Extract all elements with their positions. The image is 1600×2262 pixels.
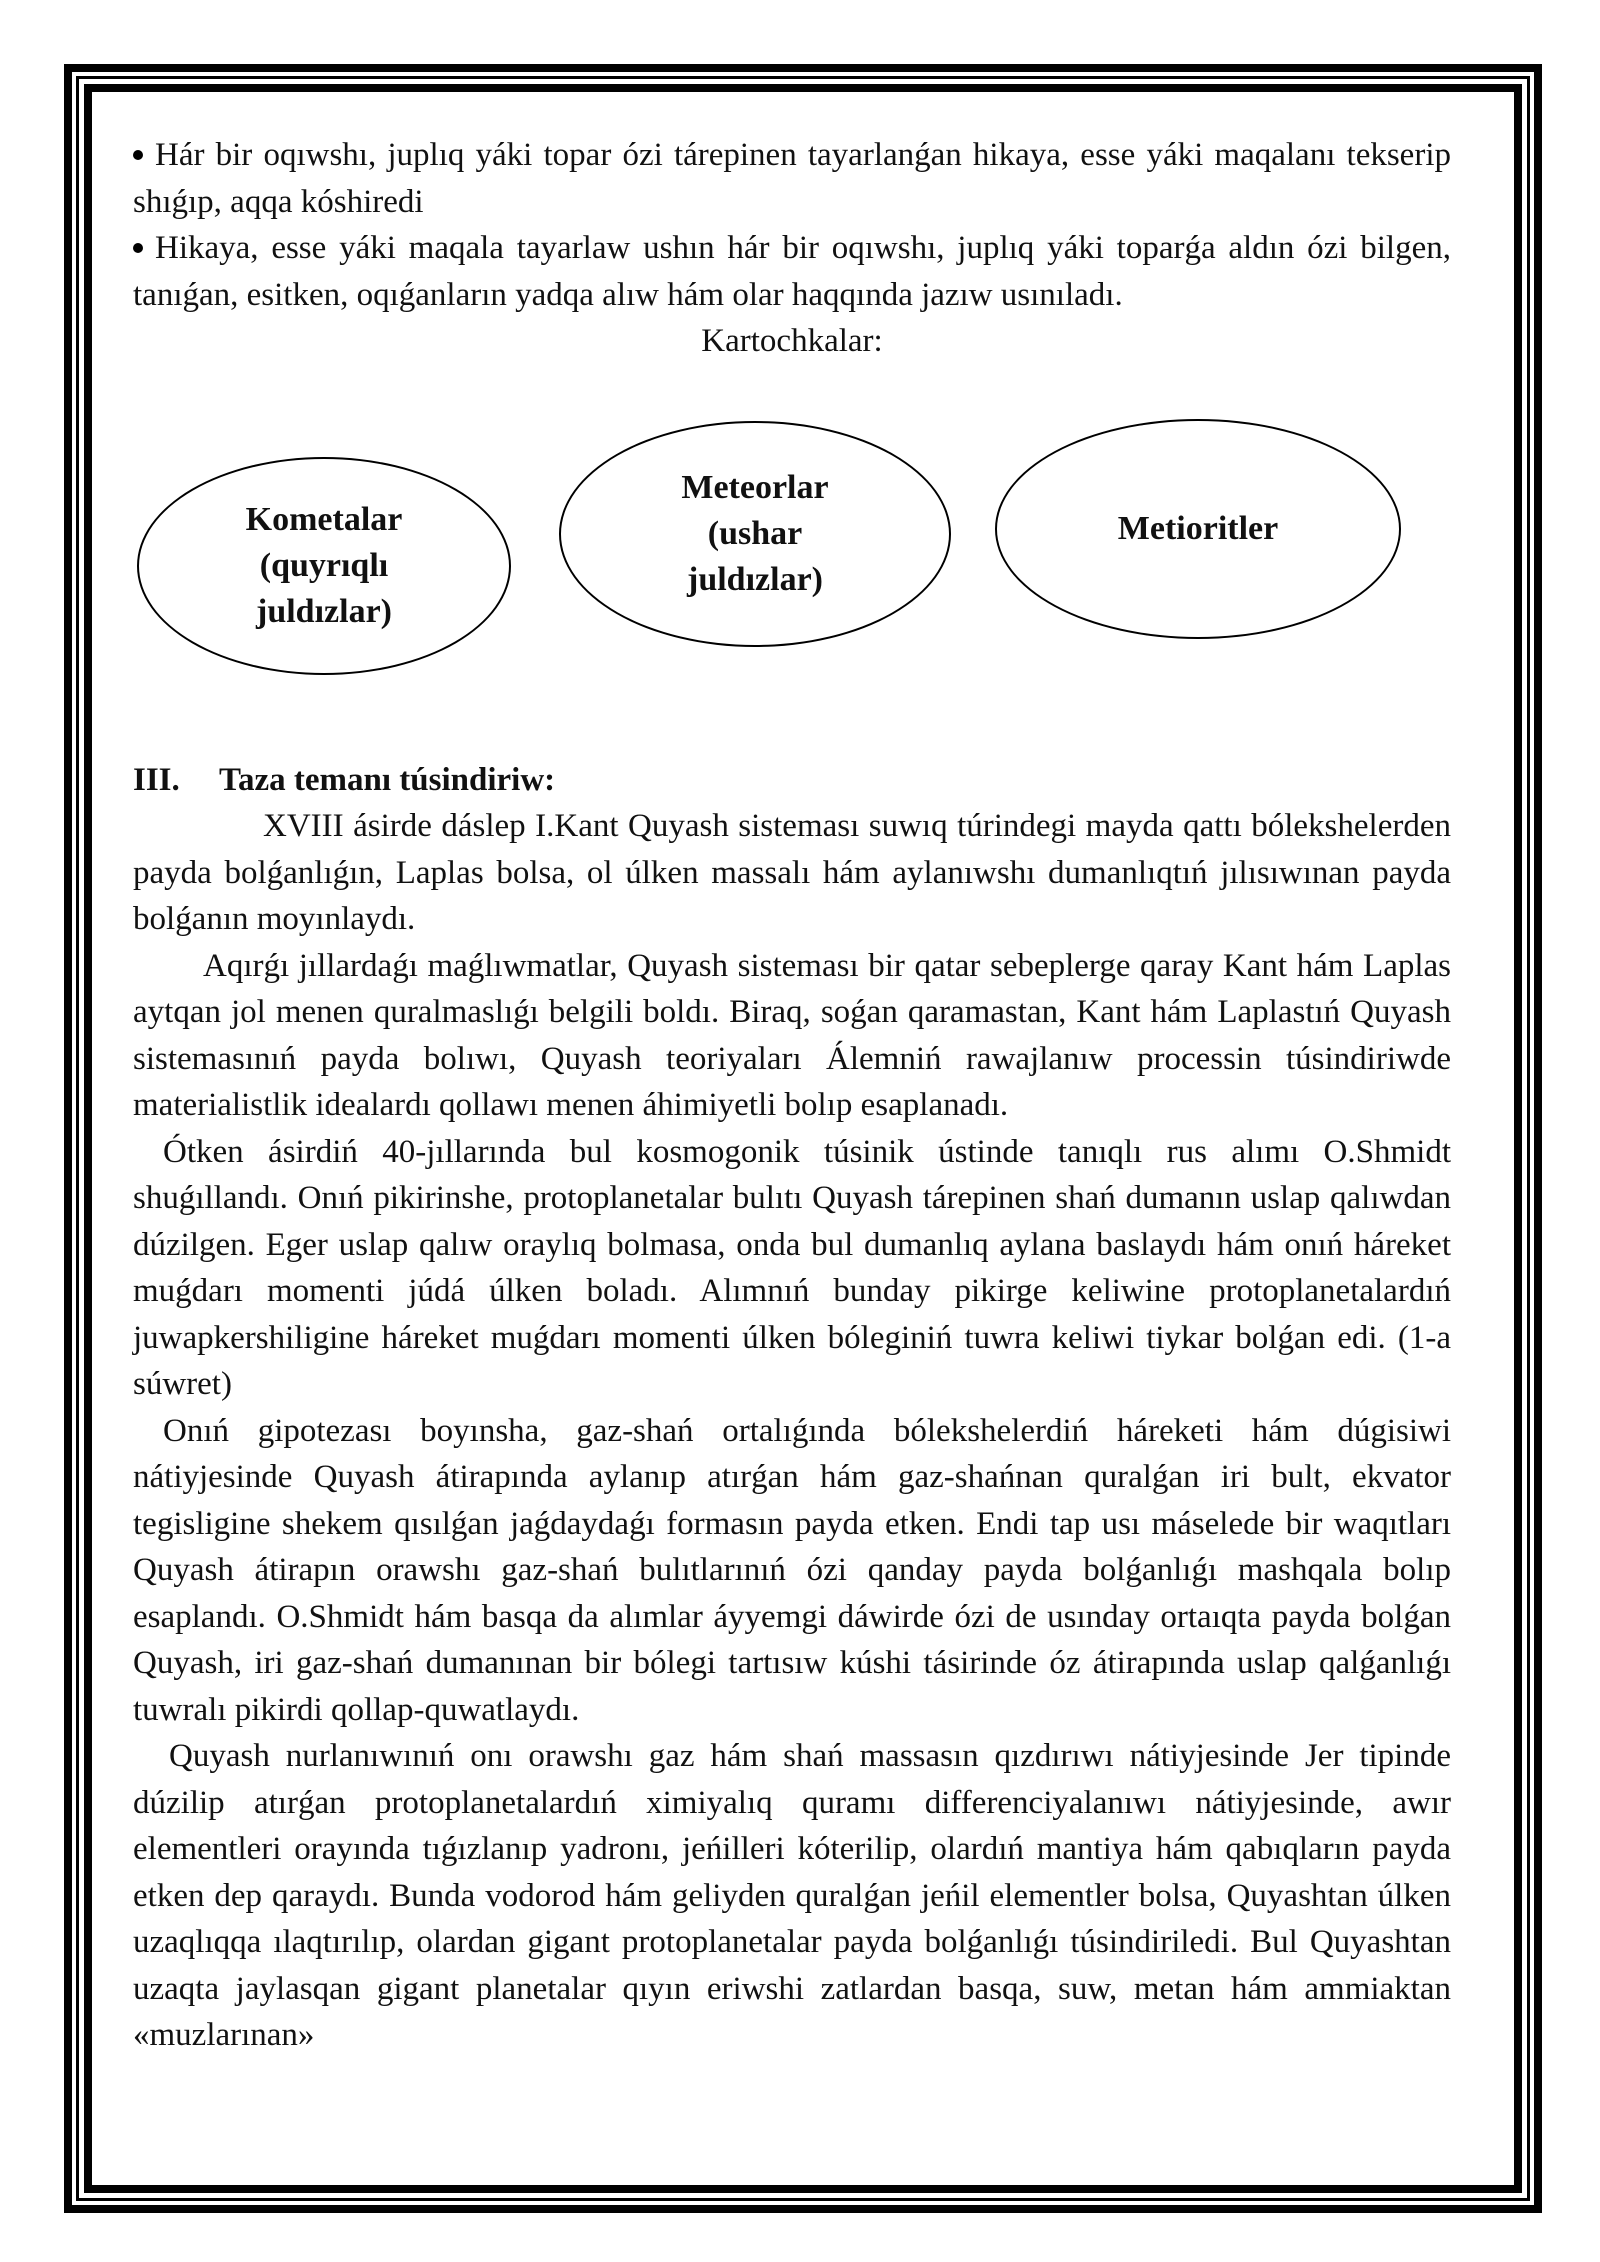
page-content xyxy=(133,132,1451,2059)
paragraph-1: XVIII ásirde dáslep I.Kant Quyash sisteması suwıq túrindegi mayda qattı bólekshelerden payda bolǵanlıǵın, Laplas bolsa, ol úlken massalı hám aylanıwshı dumanlıqtıń jılısıwınan payda bolǵanın moyınlaydı. xyxy=(133,808,1451,937)
cards-title-text: Kartochkalar: xyxy=(701,323,883,359)
bullet-icon xyxy=(133,150,143,160)
card-oval-comets xyxy=(137,457,511,675)
section-number: III. xyxy=(133,761,180,798)
cards-title xyxy=(133,318,1451,365)
card-oval-meteorites xyxy=(995,419,1401,639)
section-title: Taza temanı túsindiriw: xyxy=(219,761,556,798)
bullet-text: Hikaya, esse yáki maqala tayarlaw ushın hár bir oqıwshı, juplıq yáki toparǵa aldın ózi bilgen, tanıǵan, esitken, oqıǵanların yadqa alıw hám olar haqqında jazıw usınıladı. xyxy=(133,230,1451,313)
paragraph-5: Quyash nurlanıwınıń onı orawshı gaz hám shań massasın qızdırıwı nátiyjesinde Jer tipinde dúzilip atırǵan protoplanetalardıń ximiyalıq quramı differenciyalanıwı nátiyjesinde, awır elementleri orayında tıǵızlanıp yadronı, jeńilleri kóterilip, olardıń mantiya hám qabıqların payda etken dep qaraydı. Bunda vodorod hám geliyden quralǵan jeńil elementler bolsa, Quyashtan úlken uzaqlıqqa ılaqtırılıp, olardan gigant protoplanetalar payda bolǵanlıǵı túsindiriledi. Bul Quyashtan uzaqta jaylasqan gigant planetalar qıyın eriwshi zatlardan basqa, suw, metan hám ammiaktan «muzlarınan» xyxy=(133,1738,1451,2053)
card-oval-meteors xyxy=(559,421,951,647)
bullet-item-2 xyxy=(133,225,1451,318)
paragraph-3: Ótken ásirdiń 40-jıllarında bul kosmogonik túsinik ústinde tanıqlı rus alımı O.Shmidt shuǵıllandı. Onıń pikirinshe, protoplanetalar bulıtı Quyash tárepinen shań dumanın uslap qalıwdan dúzilgen. Eger uslap qalıw oraylıq bolmasa, onda bul dumanlıq aylana baslaydı hám onıń háreket muǵdarı momenti júdá úlken boladı. Alımnıń bunday pikirge keliwine protoplanetalardıń juwapkershiligine háreket muǵdarı momenti úlken bóleginiń tuwra keliwi tiykar bolǵan edi. (1-a súwret) xyxy=(133,1133,1451,1402)
bullet-item-1 xyxy=(133,132,1451,225)
paragraph-4: Onıń gipotezası boyınsha, gaz-shań ortalıǵında bólekshelerdiń háreketi hám dúgisiwi nátiyjesinde Quyash átirapında aylanıp atırǵan hám gaz-shańnan quralǵan iri bult, ekvator tegisligine shekem qısılǵan jaǵdaydaǵı formasın payda etken. Endi tap usı máselede bir waqıtları Quyash átirapın orawshı gaz-shań bulıtlarınıń ózi qanday payda bolǵanlıǵı mashqala bolıp esaplandı. O.Shmidt hám basqa da alımlar áyyemgi dáwirde ózi de usınday ortaıqta payda bolǵan Quyash, iri gaz-shań dumanınan bir bólegi tartısıw kúshi tásirinde óz átirapında uslap qalǵanlıǵı tuwralı pikirdi qollap-quwatlaydı. xyxy=(133,1412,1451,1728)
card-label-meteors: Meteorlar (ushar juldızlar) xyxy=(681,468,829,598)
bullet-text: Hár bir oqıwshı, juplıq yáki topar ózi tárepinen tayarlanǵan hikaya, esse yáki maqalanı tekserip shıǵıp, aqqa kóshiredi xyxy=(133,137,1451,220)
cards-diagram xyxy=(133,377,1451,707)
bullet-icon xyxy=(133,243,143,253)
card-label-comets: Kometalar (quyrıqlı juldızlar) xyxy=(245,500,403,630)
paragraph-2: Aqırǵı jıllardaǵı maǵlıwmatlar, Quyash sisteması bir qatar sebeplerge qaray Kant hám Laplas aytqan jol menen quralmaslıǵı belgili boldı. Biraq, soǵan qaramastan, Kant hám Laplastıń Quyash sistemasınıń payda bolıwı, Quyash teoriyaları Álemniń rawajlanıw processin túsindiriwde materialistlik idealardı qollawı menen áhimiyetli bolıp esaplanadı. xyxy=(133,947,1451,1123)
card-label-meteorites: Metioritler xyxy=(1117,509,1279,547)
section-heading xyxy=(133,757,1451,804)
